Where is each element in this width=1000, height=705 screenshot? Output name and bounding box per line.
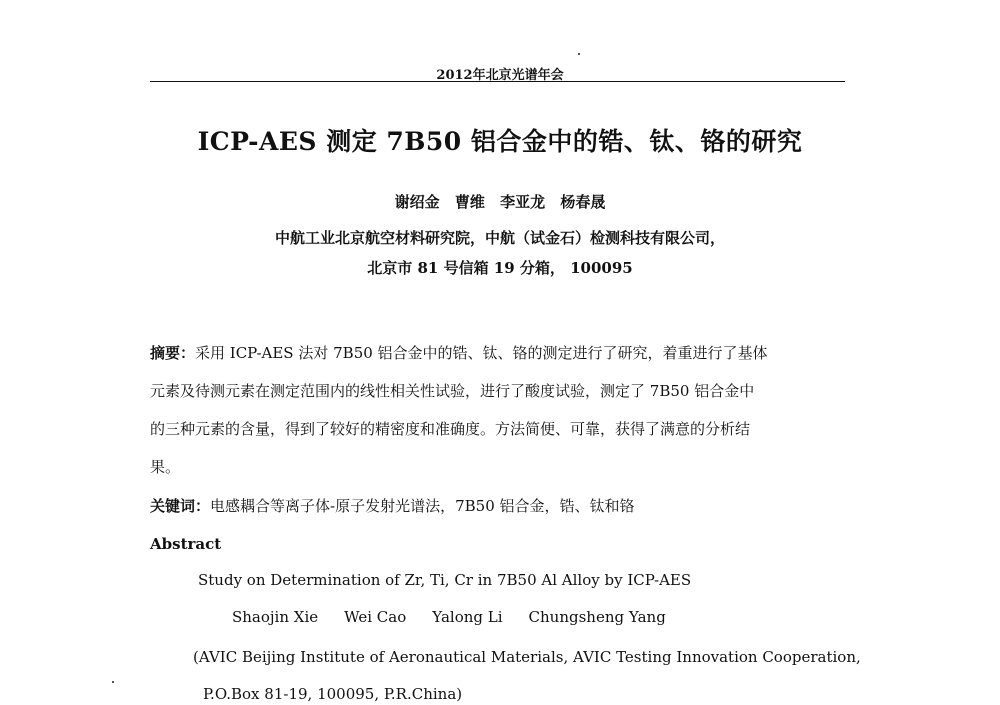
- abstract-cn-label: 摘要：: [150, 344, 196, 362]
- keywords: [150, 495, 635, 516]
- author-en: Wei Cao: [344, 608, 407, 626]
- keywords-text: 电感耦合等离子体-原子发射光谱法，7B50 铝合金，锆、钛和铬: [210, 497, 635, 515]
- affiliation-en-line-1: (AVIC Beijing Institute of Aeronautical Materials, AVIC Testing Innovation Cooperation,: [193, 648, 861, 666]
- abstract-cn-line-2: 元素及待测元素在测定范围内的线性相关性试验，进行了酸度试验，测定了 7B50 铝合金中: [150, 382, 755, 400]
- affiliation-line-2: 北京市 81 号信箱 19 分箱， 100095: [367, 259, 633, 277]
- authors-cn: 谢绍金 曹维 李亚龙 杨春晟: [394, 193, 606, 211]
- keywords-label: 关键词：: [150, 497, 211, 515]
- abstract-en-heading: Abstract: [150, 535, 222, 553]
- scan-speck: [112, 681, 114, 683]
- paper-title: ICP-AES 测定 7B50 铝合金中的锆、钛、铬的研究: [197, 127, 803, 156]
- author-en: Yalong Li: [432, 608, 503, 626]
- abstract-cn-line-3: 的三种元素的含量，得到了较好的精密度和准确度。方法简便、可靠，获得了满意的分析结: [150, 420, 751, 438]
- authors-en: [232, 608, 692, 626]
- affiliation-en-line-2: P.O.Box 81-19, 100095, P.R.China): [203, 685, 463, 703]
- affiliation-line-1: 中航工业北京航空材料研究院，中航（试金石）检测科技有限公司，: [274, 229, 725, 247]
- scan-speck: [578, 53, 580, 55]
- author-en: Shaojin Xie: [232, 608, 319, 626]
- abstract-cn-line-1: [150, 342, 768, 363]
- abstract-cn-line-4: 果。: [150, 458, 181, 476]
- header-rule: [150, 81, 845, 82]
- abstract-cn-text-1: 采用 ICP-AES 法对 7B50 铝合金中的锆、钛、铬的测定进行了研究，着重进行了基体: [195, 344, 768, 362]
- author-en: Chungsheng Yang: [528, 608, 666, 626]
- abstract-en-title: Study on Determination of Zr, Ti, Cr in 7B50 Al Alloy by ICP-AES: [198, 571, 692, 589]
- running-header: 2012年北京光谱年会: [436, 68, 564, 83]
